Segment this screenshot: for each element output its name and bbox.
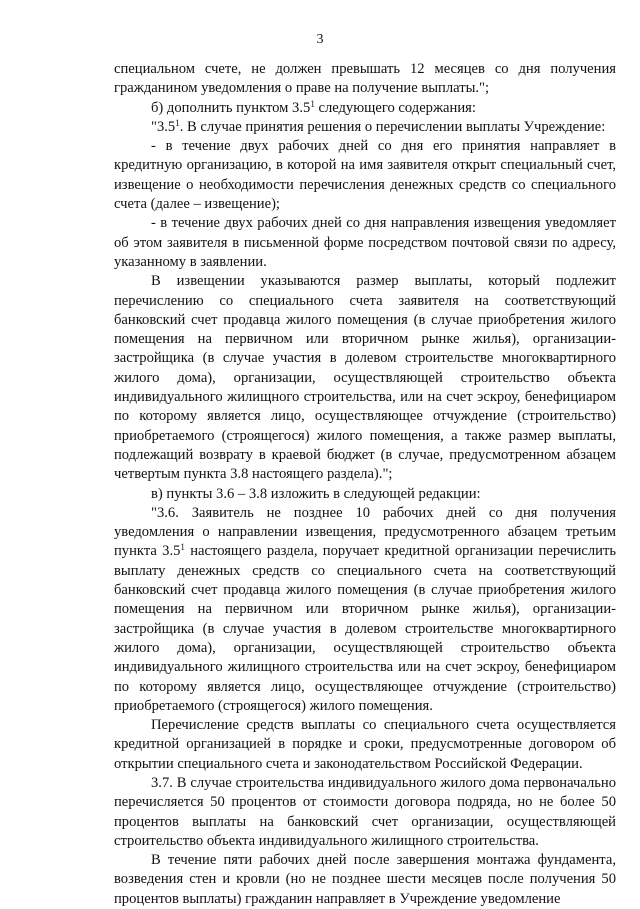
paragraph-text: специальном счете, не должен превышать 12 месяцев со дня получения гражданином уведомления о праве на получение выплаты."; (114, 61, 616, 97)
paragraph (114, 99, 616, 118)
paragraph-text: - в течение двух рабочих дней со дня направления извещения уведомляет об этом заявителя в письменной форме посредством почтовой связи по адресу, указанному в заявлении. (114, 215, 616, 270)
paragraph (114, 716, 616, 774)
paragraph (114, 214, 616, 272)
paragraph-text: В течение пяти рабочих дней после завершения монтажа фундамента, возведения стен и кровли (но не позднее шести месяцев после получения 50 процентов выплаты) гражданин направляет в Учреждение уведомление (114, 852, 616, 907)
superscript: 1 (175, 117, 180, 128)
paragraph-text: "3.5 (151, 118, 176, 135)
paragraph-text: Перечисление средств выплаты со специального счета осуществляется кредитной организацией в порядке и сроки, предусмотренные договором об открытии специального счета и законодательством Российской Федерации. (114, 717, 616, 772)
paragraph-text: в) пункты 3.6 – 3.8 изложить в следующей редакции: (151, 485, 481, 502)
paragraph (114, 137, 616, 214)
paragraph (114, 118, 616, 137)
superscript: 1 (310, 98, 315, 109)
paragraph (114, 60, 616, 99)
paragraph (114, 485, 616, 504)
paragraph-text: следующего содержания: (314, 99, 476, 116)
paragraph (114, 851, 616, 909)
page-number: 3 (316, 32, 324, 47)
paragraph-text: б) дополнить пунктом 3.5 (151, 99, 311, 116)
paragraph-text: "3.6. Заявитель не позднее 10 рабочих дней со дня получения уведомления о направлении извещения, предусмотренного абзацем третьим пункта 3.5 (114, 504, 616, 560)
paragraph-text: В извещении указываются размер выплаты, который подлежит перечислению со специального счета заявителя на соответствующий банковский счет продавца жилого помещения (в случае приобретения жилого помещения на первичном или вторичном рынке жилья), организации-застройщика (в случае участия в долевом строительстве многоквартирного жилого дома), организации, осуществляющей строительство объекта индивидуального жилищного строительства, или на счет эскроу, бенефициаром по которому является лицо, осуществляющее отчуждение (строительство) приобретаемого (строящегося) жилого помещения, а также размер выплаты, подлежащий возврату в краевой бюджет (в случае, предусмотренном абзацем четвертым пункта 3.8 настоящего раздела)."; (114, 273, 616, 483)
paragraph (114, 272, 616, 484)
paragraph-text: 3.7. В случае строительства индивидуального жилого дома первоначально перечисляется 50 процентов от стоимости договора подряда, но не более 50 процентов выплаты на банковский счет организации, осуществляющей строительство объекта индивидуального жилищного строительства. (114, 774, 616, 849)
paragraph-text: - в течение двух рабочих дней со дня его принятия направляет в кредитную организацию, в которой на имя заявителя открыт специальный счет, извещение о необходимости перечисления денежных средств со специального счета (далее – извещение); (114, 138, 616, 213)
paragraph-text: . В случае принятия решения о перечислении выплаты Учреждение: (179, 118, 606, 135)
superscript: 1 (180, 542, 185, 553)
paragraph-text: настоящего раздела, поручает кредитной организации перечислить выплату денежных средств со специального счета на соответствующий банковский счет продавца жилого помещения (в случае приобретения жилого помещения на первичном или вторичном рынке жилья), организации-застройщика (в случае участия в долевом строительстве многоквартирного жилого дома), организации, осуществляющей строительство объекта индивидуального жилищного строительства или на счет эскроу, бенефициаром по которому является лицо, осуществляющее отчуждение (строительство) приобретаемого (строящегося) жилого помещения. (114, 543, 616, 714)
paragraph (114, 774, 616, 851)
paragraph (114, 504, 616, 716)
document-body (114, 60, 616, 909)
